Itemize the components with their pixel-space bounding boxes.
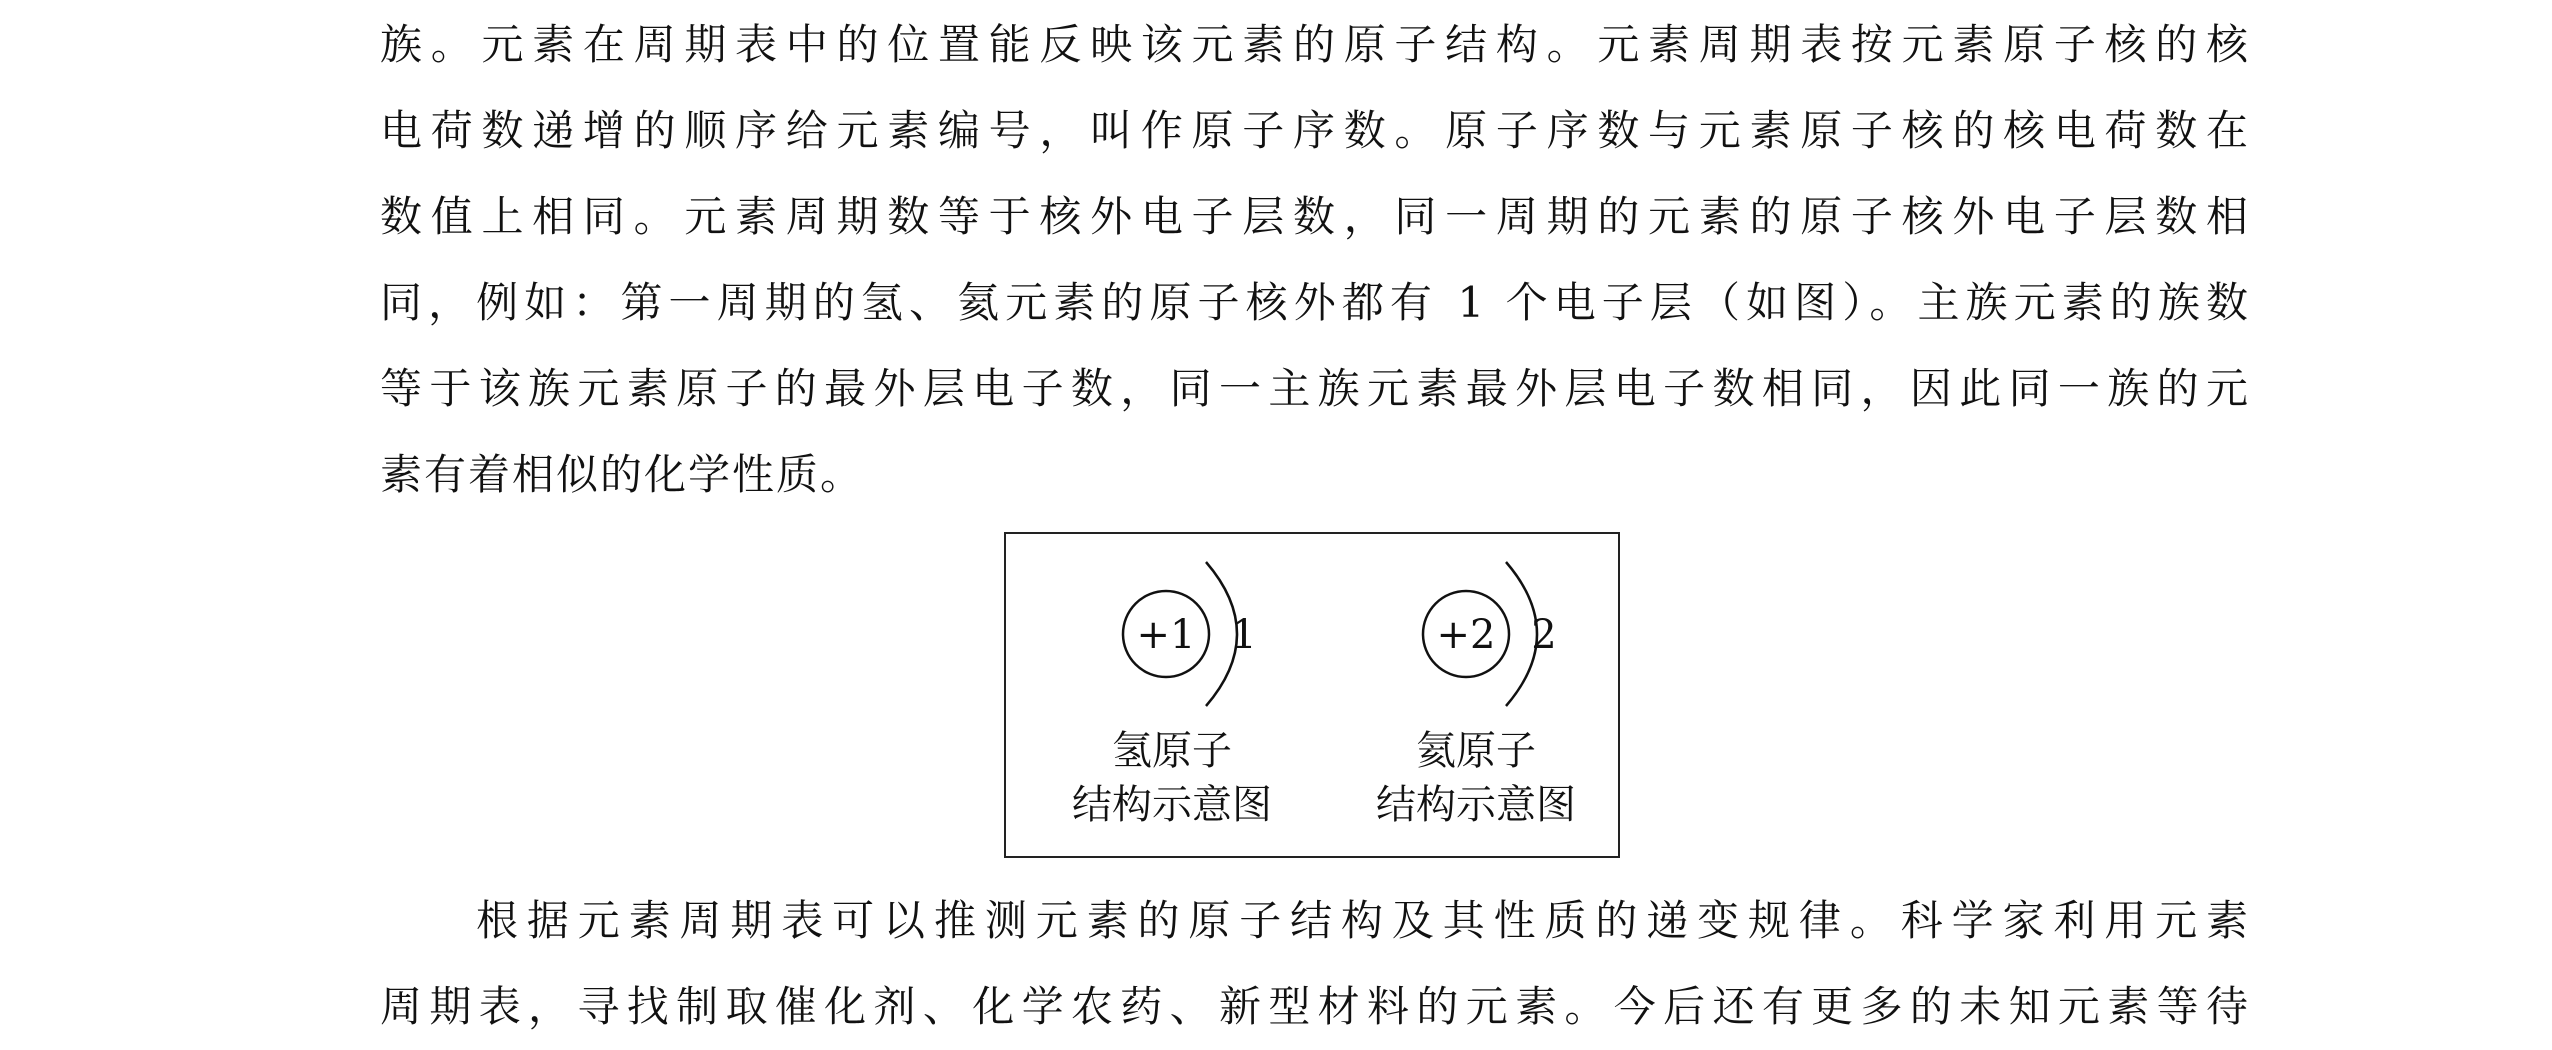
text-line: 同，例如：第一周期的氢、氦元素的原子核外都有 1 个电子层（如图）。主族元素的族数 — [380, 278, 2250, 327]
helium-caption — [1346, 724, 1606, 832]
text-line: 等于该族元素原子的最外层电子数，同一主族元素最外层电子数相同，因此同一族的元 — [380, 364, 2250, 413]
text-line: 电荷数递增的顺序给元素编号，叫作原子序数。原子序数与元素原子核的核电荷数在 — [380, 106, 2250, 155]
helium-nucleus-label: +2 — [1436, 612, 1496, 658]
text-line: 族。元素在周期表中的位置能反映该元素的原子结构。元素周期表按元素原子核的核 — [380, 20, 2250, 69]
text-line: 素有着相似的化学性质。 — [380, 450, 865, 499]
hydrogen-electron-count: 1 — [1231, 612, 1257, 658]
helium-caption-line1: 氦原子 — [1416, 728, 1536, 774]
paragraph-applications — [380, 878, 2250, 1050]
hydrogen-caption-line1: 氢原子 — [1112, 728, 1232, 774]
hydrogen-nucleus-label: +1 — [1136, 612, 1196, 658]
atomic-structure-figure — [1004, 532, 1620, 858]
helium-electron-count: 2 — [1531, 612, 1557, 658]
helium-caption-line2: 结构示意图 — [1376, 782, 1576, 828]
paragraph-periodic-table — [380, 2, 2250, 518]
text-line: 周期表，寻找制取催化剂、化学农药、新型材料的元素。今后还有更多的未知元素等待 — [380, 982, 2250, 1031]
text-line: 数值上相同。元素周期数等于核外电子层数，同一周期的元素的原子核外电子层数相 — [380, 192, 2250, 241]
helium-atom-diagram — [1423, 562, 1557, 706]
hydrogen-caption-line2: 结构示意图 — [1072, 782, 1272, 828]
text-line: 根据元素周期表可以推测元素的原子结构及其性质的递变规律。科学家利用元素 — [476, 896, 2250, 945]
hydrogen-atom-diagram — [1123, 562, 1257, 706]
hydrogen-caption — [1042, 724, 1302, 832]
